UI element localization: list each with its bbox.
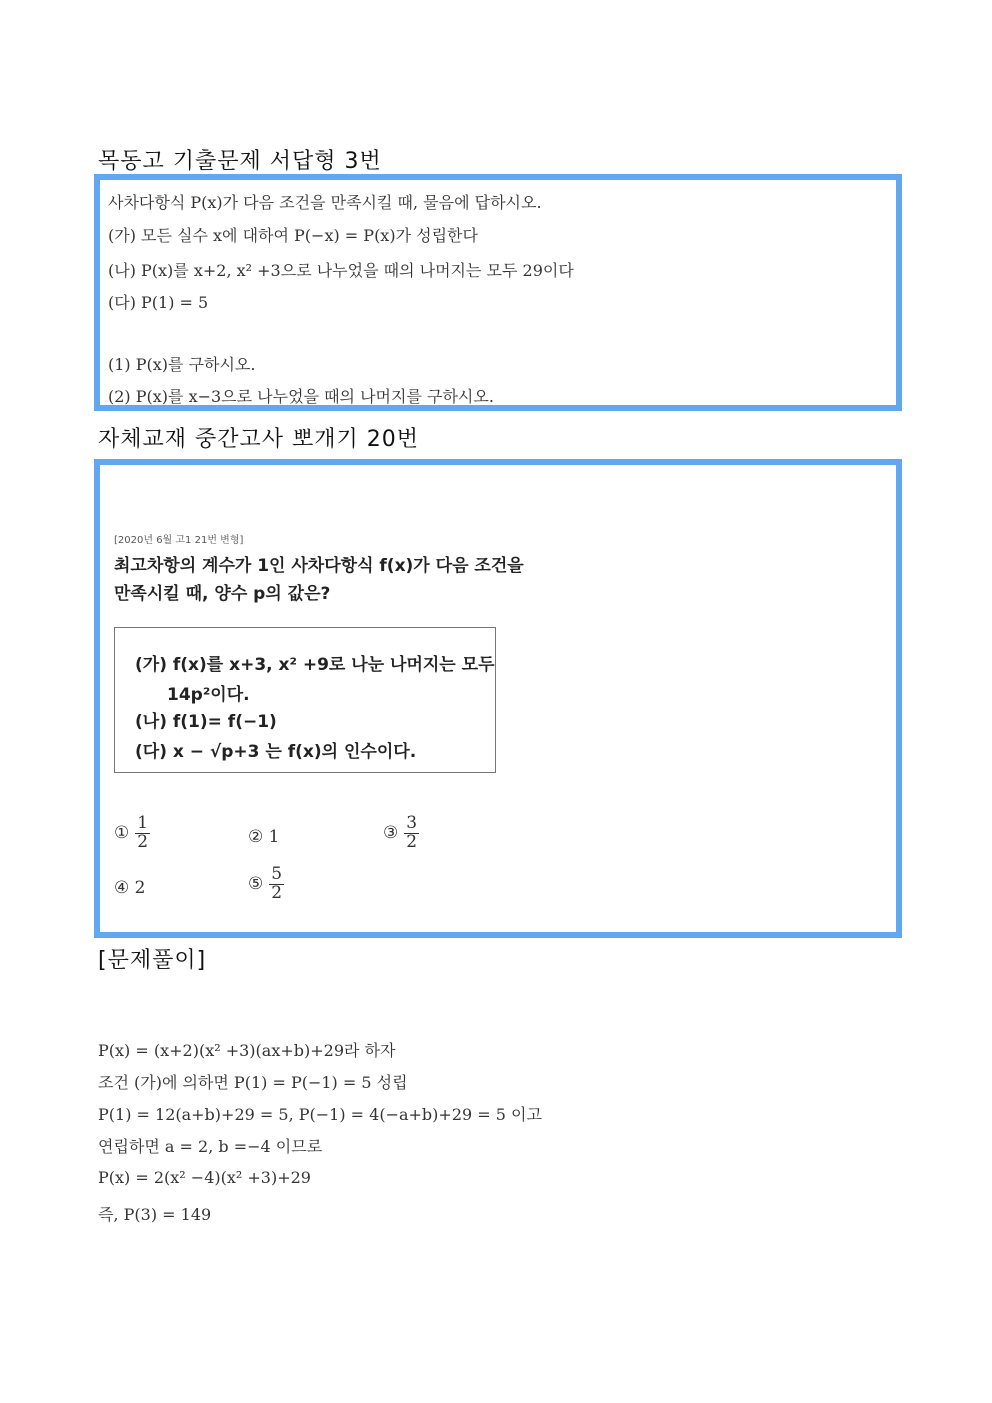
choice-3: ③ $\frac{3}{2}$ [383,813,418,852]
problem1-line: (나) P(x)를 x+2, x² +3으로 나누었을 때의 나머지는 모두 29이다 [108,261,574,280]
condition-line: (다) x − √p+3 는 f(x)의 인수이다. [135,742,417,762]
solution-line: 연립하면 a = 2, b =−4 이므로 [98,1137,323,1156]
source-tag: [2020년 6월 고1 21번 변형] [114,535,244,546]
solution-heading: [문제풀이] [98,948,207,973]
section2-heading: 자체교재 중간고사 뽀개기 20번 [98,427,419,452]
condition-line: (나) f(1)= f(−1) [135,712,277,732]
condition-line: 14p²이다. [167,685,250,705]
condition-line: (가) f(x)를 x+3, x² +9로 나눈 나머지는 모두 [135,655,495,675]
question-line: 만족시킬 때, 양수 p의 값은? [114,584,331,604]
problem1-line: (1) P(x)를 구하시오. [108,355,256,374]
solution-line: P(x) = 2(x² −4)(x² +3)+29 [98,1168,311,1187]
solution-line: P(1) = 12(a+b)+29 = 5, P(−1) = 4(−a+b)+29 = 5 이고 [98,1105,542,1124]
solution-line: 즉, P(3) = 149 [98,1205,212,1224]
choice-1: ① $\frac{1}{2}$ [114,813,149,852]
choice-2: ② 1 [248,827,280,847]
problem1-line: (2) P(x)를 x−3으로 나누었을 때의 나머지를 구하시오. [108,387,494,406]
solution-line: 조건 (가)에 의하면 P(1) = P(−1) = 5 성립 [98,1073,408,1092]
problem1-line: (다) P(1) = 5 [108,293,209,312]
solution-line: P(x) = (x+2)(x² +3)(ax+b)+29라 하자 [98,1041,396,1060]
problem-box-1 [94,174,902,411]
problem1-line: 사차다항식 P(x)가 다음 조건을 만족시킬 때, 물음에 답하시오. [108,193,542,212]
choice-4: ④ 2 [114,878,146,898]
choice-5: ⑤ $\frac{5}{2}$ [248,864,283,903]
problem1-line: (가) 모든 실수 x에 대하여 P(−x) = P(x)가 성립한다 [108,226,478,245]
condition-box [114,627,496,773]
problem-box-2 [94,459,902,938]
question-line: 최고차항의 계수가 1인 사차다항식 f(x)가 다음 조건을 [114,556,524,576]
section1-heading: 목동고 기출문제 서답형 3번 [98,149,382,174]
